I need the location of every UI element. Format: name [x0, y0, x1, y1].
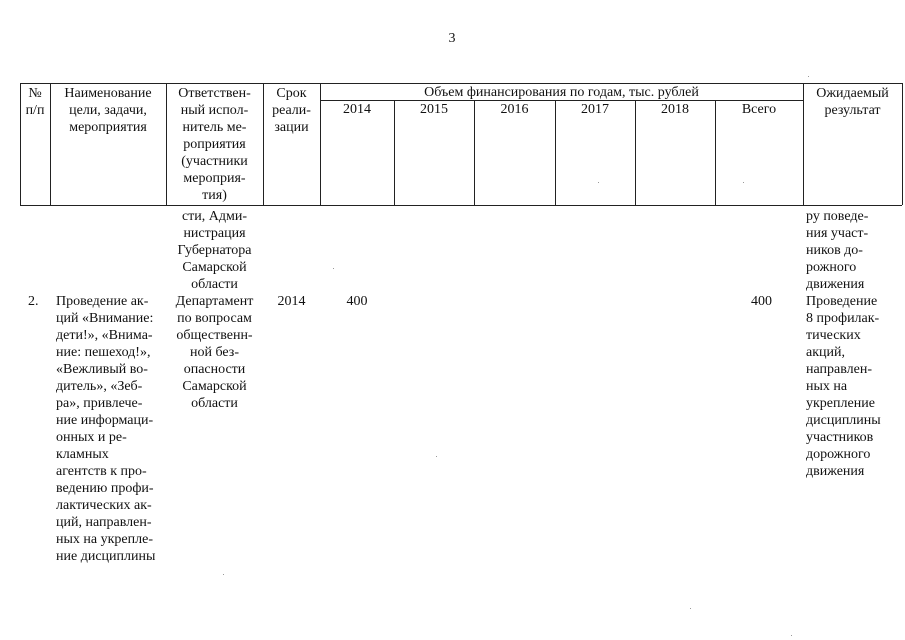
header-term: Срок реали- зации [272, 86, 311, 135]
header-year-2016: 2016 [500, 102, 529, 117]
row2-result-line: 8 профилак- [806, 311, 880, 326]
row2-result-line: акций, [806, 345, 845, 360]
header-year-2015: 2015 [420, 102, 448, 117]
row2-result-line: укрепление [806, 396, 875, 411]
row2-result-line: тических [806, 328, 861, 343]
continuation-result-line: движения [806, 277, 865, 292]
row2-total: 400 [751, 294, 772, 309]
header-number: № п/п [25, 86, 45, 118]
row2-value-2014: 400 [346, 294, 368, 309]
row2-number: 2. [28, 294, 39, 309]
row2-result-line: дорожного [806, 447, 871, 462]
header-year-2017: 2017 [581, 102, 609, 117]
header-result: Ожидаемый результат [816, 86, 889, 118]
continuation-executor: сти, Адми- нистрация Губернатора Самарской области [177, 209, 252, 292]
header-year-2018: 2018 [661, 102, 689, 117]
row2-result-line: ных на [806, 379, 848, 394]
header-name: Наименование цели, задачи, мероприятия [64, 86, 152, 135]
continuation-result-line: ников до- [806, 243, 863, 258]
continuation-result-line: ру поведе- [806, 209, 869, 224]
row2-result-line: направлен- [806, 362, 873, 377]
row2-result-line: дисциплины [806, 413, 881, 428]
header-funding: Объем финансирования по годам, тыс. рублей [424, 85, 699, 100]
continuation-result-line: ния участ- [806, 226, 869, 241]
row2-result-line: участников [806, 430, 874, 445]
row2-name: Проведение ак- ций «Внимание: дети!», «Внима- ние: пешеход!», «Вежливый во- дитель», «Зеб- ра», привлече- ние информаци- онных и ре- кламных агентств к про- ведению профи- лактических ак- ций, направлен- ных на укрепле- ние дисциплины [56, 294, 156, 564]
page-number: 3 [448, 31, 456, 46]
header-year-2014: 2014 [343, 102, 371, 117]
row2-executor: Департамент по вопросам общественн- ной без- опасности Самарской области [175, 294, 254, 411]
row2-result-line: движения [806, 464, 865, 479]
row2-term: 2014 [277, 294, 306, 309]
header-executor: Ответствен- ный испол- нитель ме- роприятия (участники мероприя- тия) [178, 86, 251, 203]
continuation-result-line: рожного [806, 260, 857, 275]
header-total: Всего [741, 102, 777, 117]
row2-result-line: Проведение [806, 294, 878, 309]
